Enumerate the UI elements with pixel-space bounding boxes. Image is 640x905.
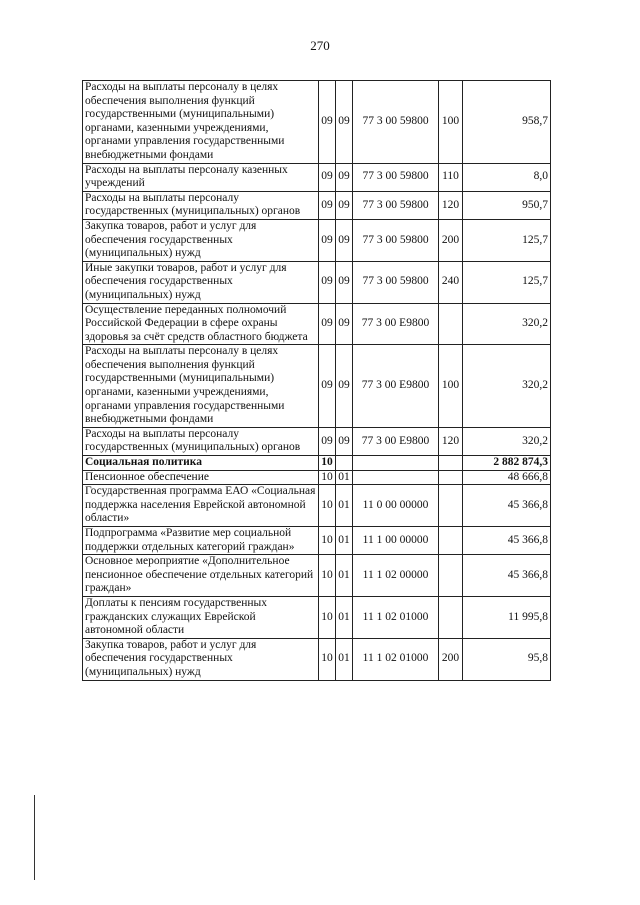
target-article-code: 77 3 00 59800: [353, 219, 439, 261]
budget-table-body: [83, 81, 551, 681]
subsection-code: 09: [336, 345, 353, 428]
table-row: [83, 527, 551, 555]
subsection-code: 09: [336, 81, 353, 164]
row-name: Социальная политика: [83, 456, 319, 471]
subsection-code: 09: [336, 191, 353, 219]
row-name: Доплаты к пенсиям государственных гражданских служащих Еврейской автономной области: [83, 596, 319, 638]
subsection-code: 09: [336, 261, 353, 303]
row-name: Осуществление переданных полномочий Российской Федерации в сфере охраны здоровья за счёт средств областного бюджета: [83, 303, 319, 345]
table-row: [83, 81, 551, 164]
expense-type-code: [439, 527, 463, 555]
amount: 950,7: [463, 191, 551, 219]
table-row: [83, 555, 551, 597]
amount: 958,7: [463, 81, 551, 164]
expense-type-code: 240: [439, 261, 463, 303]
page-number: 270: [310, 38, 330, 53]
amount: 45 366,8: [463, 485, 551, 527]
subsection-code: 01: [336, 596, 353, 638]
expense-type-code: 110: [439, 163, 463, 191]
row-name: Расходы на выплаты персоналу в целях обеспечения выполнения функций государственными (муниципальными) органами, казенными учреждениями, органами управления государственными внебюджетными фондами: [83, 345, 319, 428]
expense-type-code: 100: [439, 345, 463, 428]
expense-type-code: 120: [439, 427, 463, 455]
expense-type-code: [439, 555, 463, 597]
amount: 2 882 874,3: [463, 456, 551, 471]
amount: 45 366,8: [463, 555, 551, 597]
target-article-code: 11 0 00 00000: [353, 485, 439, 527]
target-article-code: 77 3 00 E9800: [353, 427, 439, 455]
row-name: Расходы на выплаты персоналу государственных (муниципальных) органов: [83, 191, 319, 219]
amount: 48 666,8: [463, 470, 551, 485]
table-row: [83, 303, 551, 345]
row-name: Расходы на выплаты персоналу казенных учреждений: [83, 163, 319, 191]
amount: 11 995,8: [463, 596, 551, 638]
row-name: Расходы на выплаты персоналу в целях обеспечения выполнения функций государственными (муниципальными) органами, казенными учреждениями, органами управления государственными внебюджетными фондами: [83, 81, 319, 164]
subsection-code: 01: [336, 485, 353, 527]
section-code: 10: [319, 555, 336, 597]
table-row: [83, 596, 551, 638]
table-row: [83, 163, 551, 191]
subsection-code: [336, 456, 353, 471]
table-row: [83, 456, 551, 471]
expense-type-code: 100: [439, 81, 463, 164]
subsection-code: 01: [336, 527, 353, 555]
table-row: [83, 191, 551, 219]
row-name: Расходы на выплаты персоналу государственных (муниципальных) органов: [83, 427, 319, 455]
row-name: Закупка товаров, работ и услуг для обеспечения государственных (муниципальных) нужд: [83, 219, 319, 261]
section-code: 09: [319, 261, 336, 303]
row-name: Государственная программа ЕАО «Социальная поддержка населения Еврейской автономной области»: [83, 485, 319, 527]
subsection-code: 09: [336, 219, 353, 261]
table-row: [83, 345, 551, 428]
subsection-code: 01: [336, 555, 353, 597]
subsection-code: 01: [336, 470, 353, 485]
subsection-code: 01: [336, 638, 353, 680]
expense-type-code: 200: [439, 638, 463, 680]
target-article-code: 11 1 00 00000: [353, 527, 439, 555]
section-code: 10: [319, 470, 336, 485]
subsection-code: 09: [336, 427, 353, 455]
section-code: 10: [319, 596, 336, 638]
row-name: Основное мероприятие «Дополнительное пенсионное обеспечение отдельных категорий граждан»: [83, 555, 319, 597]
expense-type-code: [439, 303, 463, 345]
row-name: Иные закупки товаров, работ и услуг для обеспечения государственных (муниципальных) нужд: [83, 261, 319, 303]
table-row: [83, 427, 551, 455]
table-row: [83, 261, 551, 303]
target-article-code: 11 1 02 01000: [353, 638, 439, 680]
expense-type-code: [439, 596, 463, 638]
amount: 125,7: [463, 261, 551, 303]
amount: 320,2: [463, 303, 551, 345]
table-row: [83, 638, 551, 680]
row-name: Пенсионное обеспечение: [83, 470, 319, 485]
target-article-code: 77 3 00 59800: [353, 261, 439, 303]
section-code: 09: [319, 303, 336, 345]
section-code: 10: [319, 456, 336, 471]
margin-line: [34, 795, 35, 880]
target-article-code: 77 3 00 59800: [353, 163, 439, 191]
expense-type-code: [439, 456, 463, 471]
amount: 320,2: [463, 345, 551, 428]
expense-type-code: [439, 485, 463, 527]
row-name: Закупка товаров, работ и услуг для обеспечения государственных (муниципальных) нужд: [83, 638, 319, 680]
subsection-code: 09: [336, 163, 353, 191]
section-code: 09: [319, 219, 336, 261]
target-article-code: 77 3 00 59800: [353, 191, 439, 219]
amount: 45 366,8: [463, 527, 551, 555]
section-code: 10: [319, 485, 336, 527]
expense-type-code: 200: [439, 219, 463, 261]
target-article-code: [353, 470, 439, 485]
amount: 320,2: [463, 427, 551, 455]
section-code: 09: [319, 163, 336, 191]
target-article-code: 77 3 00 59800: [353, 81, 439, 164]
table-row: [83, 485, 551, 527]
section-code: 09: [319, 81, 336, 164]
section-code: 09: [319, 427, 336, 455]
expense-type-code: [439, 470, 463, 485]
target-article-code: [353, 456, 439, 471]
section-code: 09: [319, 345, 336, 428]
target-article-code: 11 1 02 01000: [353, 596, 439, 638]
budget-table: [82, 80, 551, 681]
target-article-code: 11 1 02 00000: [353, 555, 439, 597]
table-row: [83, 219, 551, 261]
amount: 95,8: [463, 638, 551, 680]
subsection-code: 09: [336, 303, 353, 345]
amount: 125,7: [463, 219, 551, 261]
section-code: 10: [319, 527, 336, 555]
target-article-code: 77 3 00 E9800: [353, 303, 439, 345]
section-code: 09: [319, 191, 336, 219]
amount: 8,0: [463, 163, 551, 191]
section-code: 10: [319, 638, 336, 680]
expense-type-code: 120: [439, 191, 463, 219]
row-name: Подпрограмма «Развитие мер социальной поддержки отдельных категорий граждан»: [83, 527, 319, 555]
table-row: [83, 470, 551, 485]
target-article-code: 77 3 00 E9800: [353, 345, 439, 428]
